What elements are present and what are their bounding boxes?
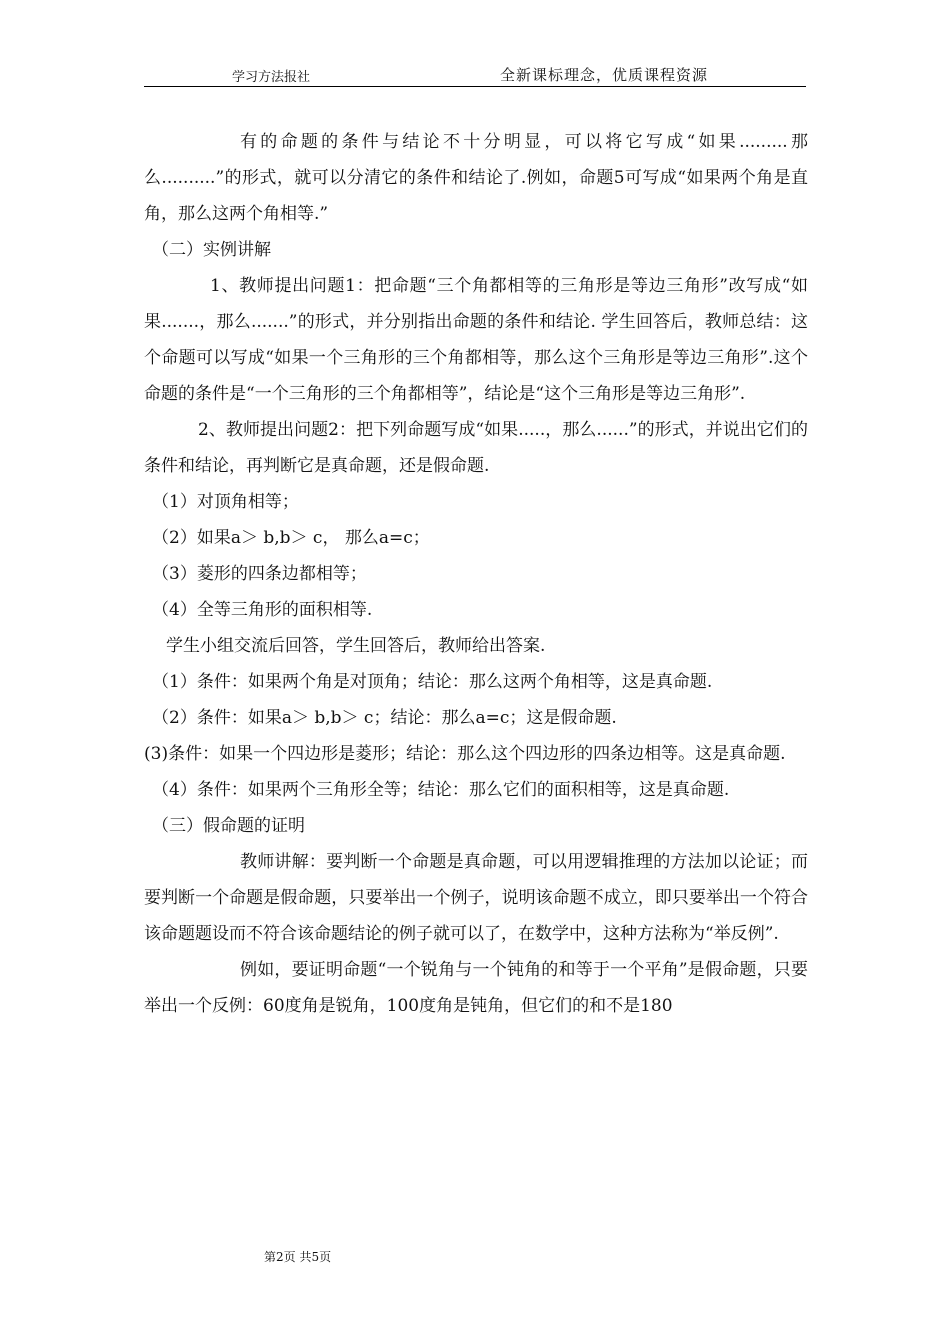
answer-item: （1）条件：如果两个角是对顶角；结论：那么这两个角相等，这是真命题. [152,672,713,692]
header-divider [144,86,806,87]
list-item: （1）对顶角相等； [152,492,299,512]
paragraph-question-1: 1、教师提出问题1：把命题“三个角都相等的三角形是等边三角形”改写成“如果.......，那么.......”的形式，并分别指出命题的条件和结论. 学生回答后，教师总结：这个命题可以写成“如果一个三角形的三个角都相等，那么这个三角形是等边三角形”.这个命题的条件是“一个三角形的三个角都相等”，结论是“这个三角形是等边三角形”. [144,276,808,404]
list-item: （3）菱形的四条边都相等； [152,564,367,584]
paragraph-discussion: 学生小组交流后回答，学生回答后，教师给出答案. [166,636,546,656]
document-body [144,124,808,1024]
header-publisher: 学习方法报社 [232,70,311,85]
list-item: （2）如果a＞ b,b＞ c， 那么a=c； [152,528,430,548]
answer-item: （4）条件：如果两个三角形全等；结论：那么它们的面积相等，这是真命题. [152,780,730,800]
header-slogan: 全新课标理念，优质课程资源 [500,66,709,84]
answer-item: （2）条件：如果a＞ b,b＞ c；结论：那么a=c；这是假命题. [152,708,617,728]
answer-item: (3)条件：如果一个四边形是菱形；结论：那么这个四边形的四条边相等。这是真命题. [144,744,786,764]
paragraph-counterexample: 例如，要证明命题“一个锐角与一个钝角的和等于一个平角”是假命题，只要举出一个反例：60度角是锐角，100度角是钝角，但它们的和不是180 [144,960,808,1016]
paragraph-intro: 有的命题的条件与结论不十分明显，可以将它写成“如果.........那么..........”的形式，就可以分清它的条件和结论了.例如，命题5可写成“如果两个角是直角，那么这两个角相等.” [144,132,808,224]
section-heading-false-proof: （三）假命题的证明 [152,816,305,836]
section-heading-examples: （二）实例讲解 [152,240,271,260]
paragraph-question-2: 2、教师提出问题2：把下列命题写成“如果.....，那么......”的形式，并说出它们的条件和结论，再判断它是真命题，还是假命题. [144,420,808,476]
page-number: 第2页 共5页 [264,1250,332,1264]
list-item: （4）全等三角形的面积相等. [152,600,373,620]
paragraph-teacher-explanation: 教师讲解：要判断一个命题是真命题，可以用逻辑推理的方法加以论证；而要判断一个命题是假命题，只要举出一个例子，说明该命题不成立，即只要举出一个符合该命题题设而不符合该命题结论的例子就可以了，在数学中，这种方法称为“举反例”. [144,852,808,944]
